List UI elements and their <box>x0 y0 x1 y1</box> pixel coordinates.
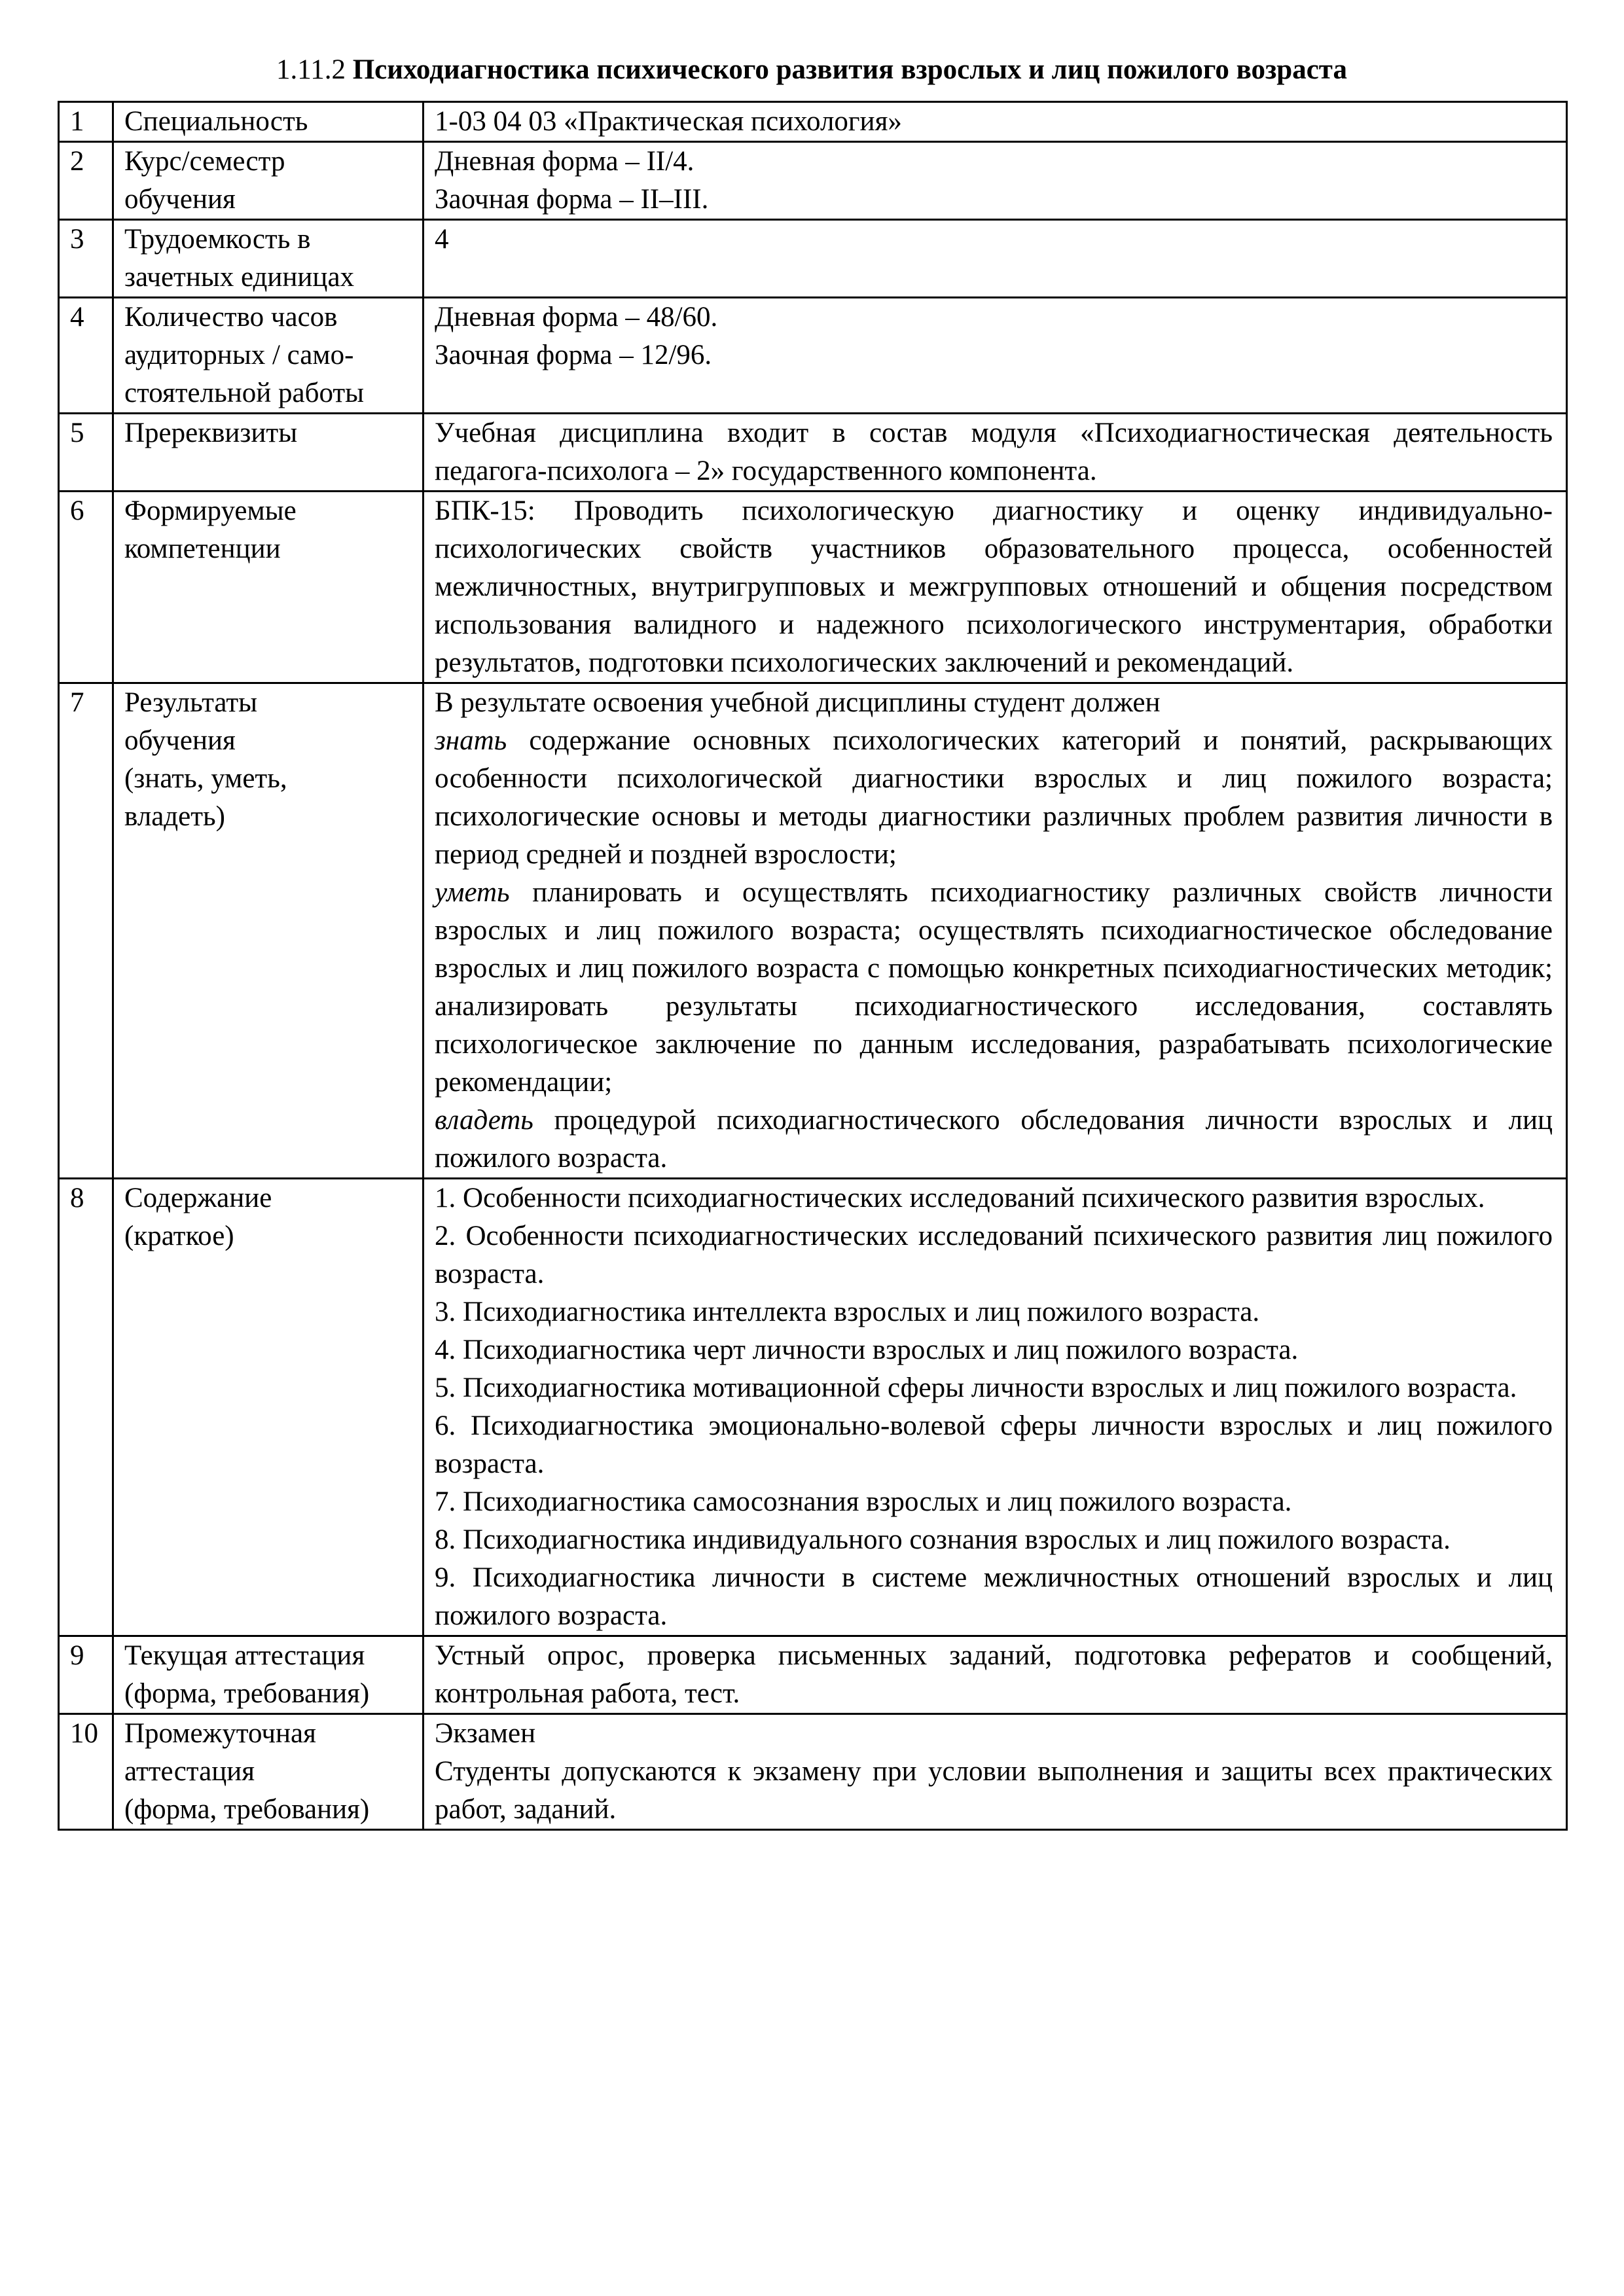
row-number: 5 <box>59 414 113 492</box>
row-label <box>113 683 424 1179</box>
table-row-current-assessment <box>59 1636 1567 1714</box>
row-label-line: Формируемые <box>124 495 297 526</box>
outcome-own <box>435 1102 1553 1177</box>
outcome-text: планировать и осуществлять психодиагностику различных свойств личности взрослых и лиц пожилого возраста; осуществлять психодиагностическое обследование взрослых и лиц пожилого возраста с помощью конкретных психодиагностических методик; анализировать результаты психодиагностического исследования, составлять психологическое заключение по данным исследования, разрабатывать психологические рекомендации; <box>435 877 1553 1098</box>
row-label-line: аудиторных / само- <box>124 340 354 370</box>
row-value-line: Дневная форма – 48/60. <box>435 302 718 332</box>
content-list-item: 2. Особенности психодиагностических исследований психического развития лиц пожилого возраста. <box>435 1221 1553 1289</box>
section-heading: Психодиагностика психического развития взрослых и лиц пожилого возраста <box>352 54 1347 85</box>
row-label-line: (форма, требования) <box>124 1678 370 1709</box>
table-row-prerequisites <box>59 414 1567 492</box>
table-row-hours <box>59 298 1567 414</box>
row-label-line: Количество часов <box>124 302 338 332</box>
row-value <box>424 298 1567 414</box>
row-label-line: компетенции <box>124 533 281 564</box>
table-row-credits <box>59 220 1567 298</box>
row-label <box>113 1636 424 1714</box>
row-value <box>424 1179 1567 1636</box>
row-label-line: обучения <box>124 184 236 215</box>
content-list-item: 4. Психодиагностика черт личности взрослых и лиц пожилого возраста. <box>435 1335 1299 1365</box>
row-value-line: Студенты допускаются к экзамену при условии выполнения и защиты всех практических работ, заданий. <box>435 1756 1553 1825</box>
row-label-line: обучения <box>124 725 236 756</box>
row-value <box>424 683 1567 1179</box>
table-row-course-semester <box>59 142 1567 220</box>
table-row-intermediate-assessment <box>59 1714 1567 1830</box>
row-value: 4 <box>424 220 1567 298</box>
outcome-text: процедурой психодиагностического обследования личности взрослых и лиц пожилого возраста. <box>435 1105 1553 1174</box>
outcome-can <box>435 874 1553 1102</box>
row-number: 10 <box>59 1714 113 1830</box>
row-value: Учебная дисциплина входит в состав модуля «Психодиагностическая деятельность педагога-психолога – 2» государственного компонента. <box>424 414 1567 492</box>
row-value <box>424 142 1567 220</box>
row-value-line: Заочная форма – II–III. <box>435 184 709 215</box>
row-label-line: Результаты <box>124 687 258 718</box>
row-number: 2 <box>59 142 113 220</box>
row-number: 1 <box>59 102 113 142</box>
row-value-line: Экзамен <box>435 1718 536 1749</box>
row-label: Пререквизиты <box>113 414 424 492</box>
row-label-line: (краткое) <box>124 1221 234 1251</box>
row-value: Устный опрос, проверка письменных заданий, подготовка рефератов и сообщений, контрольная работа, тест. <box>424 1636 1567 1714</box>
row-value-line: Заочная форма – 12/96. <box>435 340 712 370</box>
outcome-keyword: уметь <box>435 877 510 908</box>
row-label-line: зачетных единицах <box>124 262 355 293</box>
document-page <box>58 51 1566 1831</box>
row-label-line: Текущая аттестация <box>124 1640 365 1671</box>
content-list-item: 9. Психодиагностика личности в системе межличностных отношений взрослых и лиц пожилого возраста. <box>435 1562 1553 1631</box>
section-title <box>58 51 1566 89</box>
outcomes-intro: В результате освоения учебной дисциплины студент должен <box>435 687 1161 718</box>
row-label-line: Курс/семестр <box>124 146 285 177</box>
row-number: 6 <box>59 492 113 683</box>
row-label-line: Промежуточная <box>124 1718 316 1749</box>
row-value: 1-03 04 03 «Практическая психология» <box>424 102 1567 142</box>
row-label-line: Трудоемкость в <box>124 224 311 255</box>
outcome-text: содержание основных психологических категорий и понятий, раскрывающих особенности психологической диагностики взрослых и лиц пожилого возраста; психологические основы и методы диагностики различных проблем развития личности в период средней и поздней взрослости; <box>435 725 1553 870</box>
table-row-content <box>59 1179 1567 1636</box>
row-label-line: (форма, требования) <box>124 1794 370 1825</box>
row-label <box>113 298 424 414</box>
content-list-item: 3. Психодиагностика интеллекта взрослых и лиц пожилого возраста. <box>435 1297 1260 1327</box>
row-value-line: Дневная форма – II/4. <box>435 146 695 177</box>
content-list-item: 6. Психодиагностика эмоционально-волевой сферы личности взрослых и лиц пожилого возраста. <box>435 1410 1553 1479</box>
row-number: 3 <box>59 220 113 298</box>
outcome-keyword: владеть <box>435 1105 533 1136</box>
row-label: Специальность <box>113 102 424 142</box>
content-list-item: 1. Особенности психодиагностических исследований психического развития взрослых. <box>435 1183 1485 1213</box>
row-label-line: (знать, уметь, <box>124 763 287 794</box>
outcome-know <box>435 722 1553 874</box>
discipline-table <box>58 101 1568 1831</box>
content-list-item: 5. Психодиагностика мотивационной сферы личности взрослых и лиц пожилого возраста. <box>435 1372 1517 1403</box>
row-label-line: Содержание <box>124 1183 272 1213</box>
row-label-line: владеть) <box>124 801 225 832</box>
row-value: БПК-15: Проводить психологическую диагностику и оценку индивидуально-психологических свойств участников образовательного процесса, особенностей межличностных, внутригрупповых и межгрупповых отношений и общения посредством использования валидного и надежного психологического инструментария, обработки результатов, подготовки психологических заключений и рекомендаций. <box>424 492 1567 683</box>
row-label <box>113 220 424 298</box>
table-row-specialty <box>59 102 1567 142</box>
row-label <box>113 1179 424 1636</box>
row-label <box>113 1714 424 1830</box>
content-list-item: 7. Психодиагностика самосознания взрослых и лиц пожилого возраста. <box>435 1486 1292 1517</box>
table-row-competencies <box>59 492 1567 683</box>
row-label <box>113 142 424 220</box>
row-number: 9 <box>59 1636 113 1714</box>
row-number: 7 <box>59 683 113 1179</box>
content-list-item: 8. Психодиагностика индивидуального сознания взрослых и лиц пожилого возраста. <box>435 1524 1451 1555</box>
row-label-line: стоятельной работы <box>124 378 365 408</box>
table-row-learning-outcomes <box>59 683 1567 1179</box>
row-value <box>424 1714 1567 1830</box>
row-label <box>113 492 424 683</box>
section-number: 1.11.2 <box>276 54 346 85</box>
row-label-line: аттестация <box>124 1756 255 1787</box>
outcome-keyword: знать <box>435 725 507 756</box>
row-number: 8 <box>59 1179 113 1636</box>
row-number: 4 <box>59 298 113 414</box>
